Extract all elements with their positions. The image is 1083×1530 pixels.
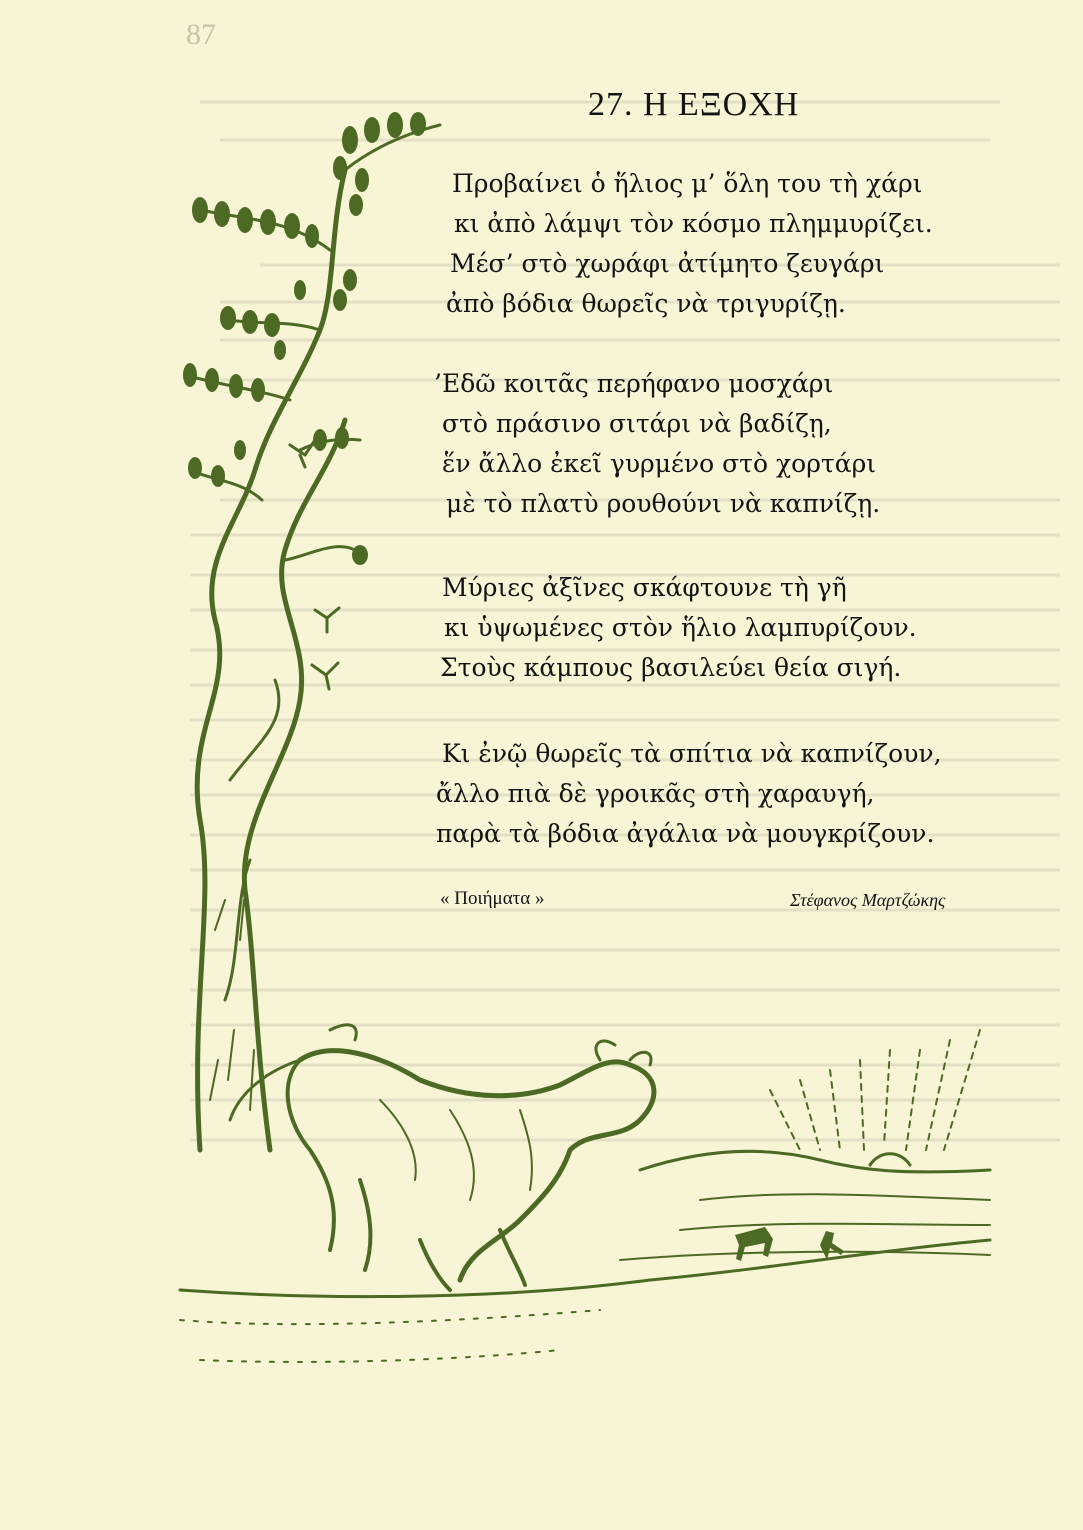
stanza-3: [442, 568, 917, 688]
poem-line: Μέσ’ στὸ χωράφι ἀτίμητο ζευγάρι: [450, 249, 885, 278]
page-number: 87: [186, 18, 216, 51]
poem-line: κι ἀπὸ λάμψι τὸν κόσμο πλημμυρίζει.: [454, 209, 933, 238]
poem-line: ἕν ἄλλο ἐκεῖ γυρμένο στὸ χορτάρι: [442, 449, 877, 478]
poem-line: Προβαίνει ὁ ἥλιος μ’ ὅλη του τὴ χάρι: [452, 169, 923, 198]
poem-line: ’Εδῶ κοιτᾶς περήφανο μοσχάρι: [434, 369, 834, 398]
stanza-4: [436, 734, 942, 854]
stanza-2: [434, 364, 880, 524]
stanza-1: [446, 164, 933, 324]
poem-line: ἄλλο πιὰ δὲ γροικᾶς στὴ χαραυγή,: [436, 779, 875, 808]
poem-line: Κι ἐνῷ θωρεῖς τὰ σπίτια νὰ καπνίζουν,: [442, 739, 942, 768]
source-citation: « Ποιήματα »: [440, 888, 545, 909]
poem-line: ἀπὸ βόδια θωρεῖς νὰ τριγυρίζῃ.: [446, 289, 846, 318]
poem-line: παρὰ τὰ βόδια ἀγάλια νὰ μουγκρίζουν.: [436, 819, 935, 848]
poem-title: 27. Η ΕΞΟΧΗ: [588, 86, 800, 123]
poem-line: κι ὑψωμένες στὸν ἥλιο λαμπυρίζουν.: [444, 613, 917, 642]
author-name: Στέφανος Μαρτζώκης: [790, 890, 946, 910]
poem-line: μὲ τὸ πλατὺ ρουθούνι νὰ καπνίζῃ.: [446, 489, 881, 518]
poem-line: στὸ πράσινο σιτάρι νὰ βαδίζῃ,: [442, 409, 832, 438]
poem-line: Μύριες ἀξῖνες σκάφτουνε τὴ γῆ: [442, 573, 847, 602]
poem-line: Στοὺς κάμπους βασιλεύει θεία σιγή.: [440, 653, 902, 682]
